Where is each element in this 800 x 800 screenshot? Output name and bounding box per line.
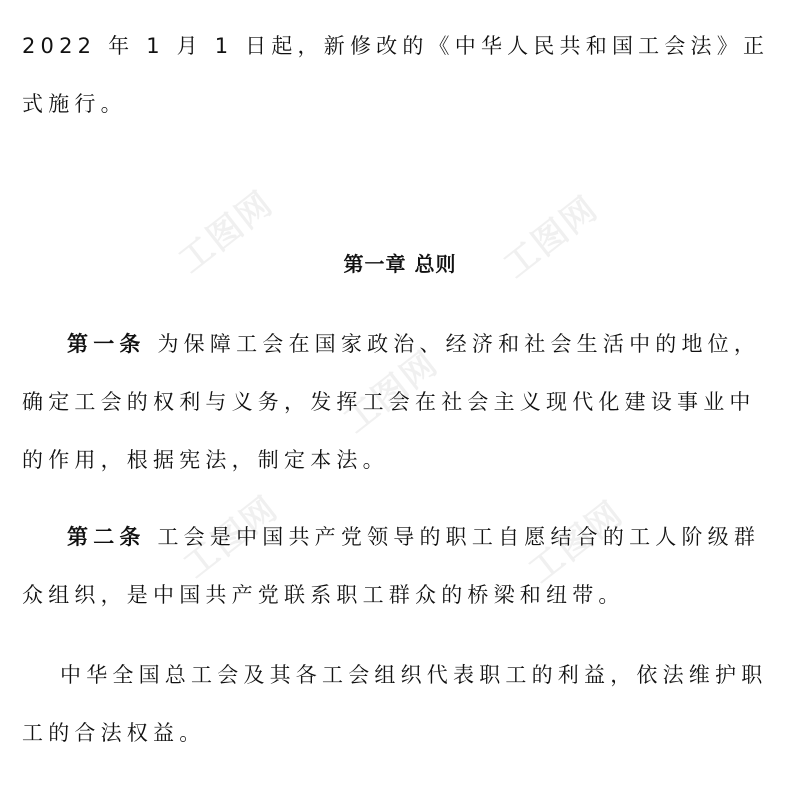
watermark-1: 工图网 — [171, 183, 282, 282]
article-2-paragraph — [22, 508, 778, 624]
watermark-2: 工图网 — [496, 188, 607, 287]
article-2-label: 第二条 — [67, 525, 146, 549]
watermark-4: 工图网 — [176, 488, 287, 587]
watermark-5: 工图网 — [521, 493, 632, 592]
article-1-text: 为保障工会在国家政治、经济和社会生活中的地位，确定工会的权利与义务，发挥工会在社会主义现代化建设事业中的作用，根据宪法，制定本法。 — [22, 332, 761, 472]
article-1-paragraph — [22, 315, 778, 489]
paragraph-3: 中华全国总工会及其各工会组织代表职工的利益，依法维护职工的合法权益。 — [22, 663, 768, 745]
intro-paragraph: 2022 年 1 月 1 日起，新修改的《中华人民共和国工会法》正式施行。 — [22, 34, 770, 116]
chapter-title: 第一章 总则 — [343, 252, 457, 276]
article-1-label: 第一条 — [67, 332, 146, 356]
article-2-text: 工会是中国共产党领导的职工自愿结合的工人阶级群众组织，是中国共产党联系职工群众的桥梁和纽带。 — [22, 525, 761, 607]
watermark-3: 工图网 — [336, 343, 447, 442]
